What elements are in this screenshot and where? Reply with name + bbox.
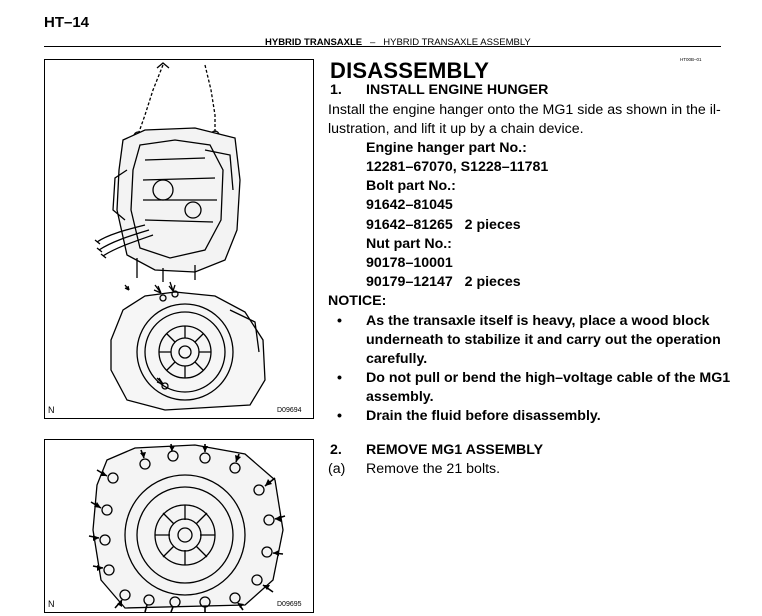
mg1-bolts-illustration — [45, 440, 313, 612]
step-1-heading: INSTALL ENGINE HUNGER — [366, 82, 549, 98]
transaxle-lifting-illustration — [45, 60, 313, 418]
step-2-heading: REMOVE MG1 ASSEMBLY — [366, 442, 544, 458]
figure-1 — [44, 59, 314, 419]
page-title: DISASSEMBLY — [330, 58, 490, 83]
header-subsection: HYBRID TRANSAXLE ASSEMBLY — [383, 37, 531, 48]
notice-heading: NOTICE: — [328, 293, 387, 309]
notice-bullet-3: • — [337, 408, 342, 424]
engine-hanger-numbers: 12281–67070, S1228–11781 — [366, 159, 549, 175]
notice-item-1-line-2: underneath to stabilize it and carry out the operation — [366, 332, 721, 348]
notice-bullet-2: • — [337, 370, 342, 386]
figure-1-id: D09694 — [277, 407, 302, 414]
notice-item-2-line-1: Do not pull or bend the high–voltage cable of the MG1 — [366, 370, 731, 386]
figure-2-id: D09695 — [277, 601, 302, 608]
notice-item-1-line-1: As the transaxle itself is heavy, place a wood block — [366, 313, 710, 329]
notice-item-1-line-3: carefully. — [366, 351, 428, 367]
figure-1-n-label: N — [48, 405, 55, 415]
step-2-number: 2. — [330, 442, 342, 458]
figure-2 — [44, 439, 314, 613]
bolt-number-1: 91642–81045 — [366, 197, 453, 213]
page-number: HT–14 — [44, 14, 90, 31]
doc-code: HT00B–01 — [680, 57, 702, 62]
step-1-body-line-2: lustration, and lift it up by a chain device. — [328, 121, 584, 137]
bolt-label: Bolt part No.: — [366, 178, 456, 194]
notice-bullet-1: • — [337, 313, 342, 329]
engine-hanger-label: Engine hanger part No.: — [366, 140, 527, 156]
nut-number-2: 90179–12147 2 pieces — [366, 274, 521, 290]
bolt-number-2: 91642–81265 2 pieces — [366, 217, 521, 233]
nut-number-1: 90178–10001 — [366, 255, 453, 271]
nut-label: Nut part No.: — [366, 236, 452, 252]
notice-item-2-line-2: assembly. — [366, 389, 434, 405]
step-2a-label: (a) — [328, 461, 346, 477]
step-2a-text: Remove the 21 bolts. — [366, 461, 501, 477]
notice-item-3: Drain the fluid before disassembly. — [366, 408, 601, 424]
step-1-body-line-1: Install the engine hanger onto the MG1 side as shown in the il- — [328, 102, 721, 118]
header-section: HYBRID TRANSAXLE — [265, 37, 363, 48]
figure-2-n-label: N — [48, 599, 55, 609]
header-rule — [44, 46, 721, 47]
header-separator: – — [370, 37, 376, 48]
step-1-number: 1. — [330, 82, 342, 98]
